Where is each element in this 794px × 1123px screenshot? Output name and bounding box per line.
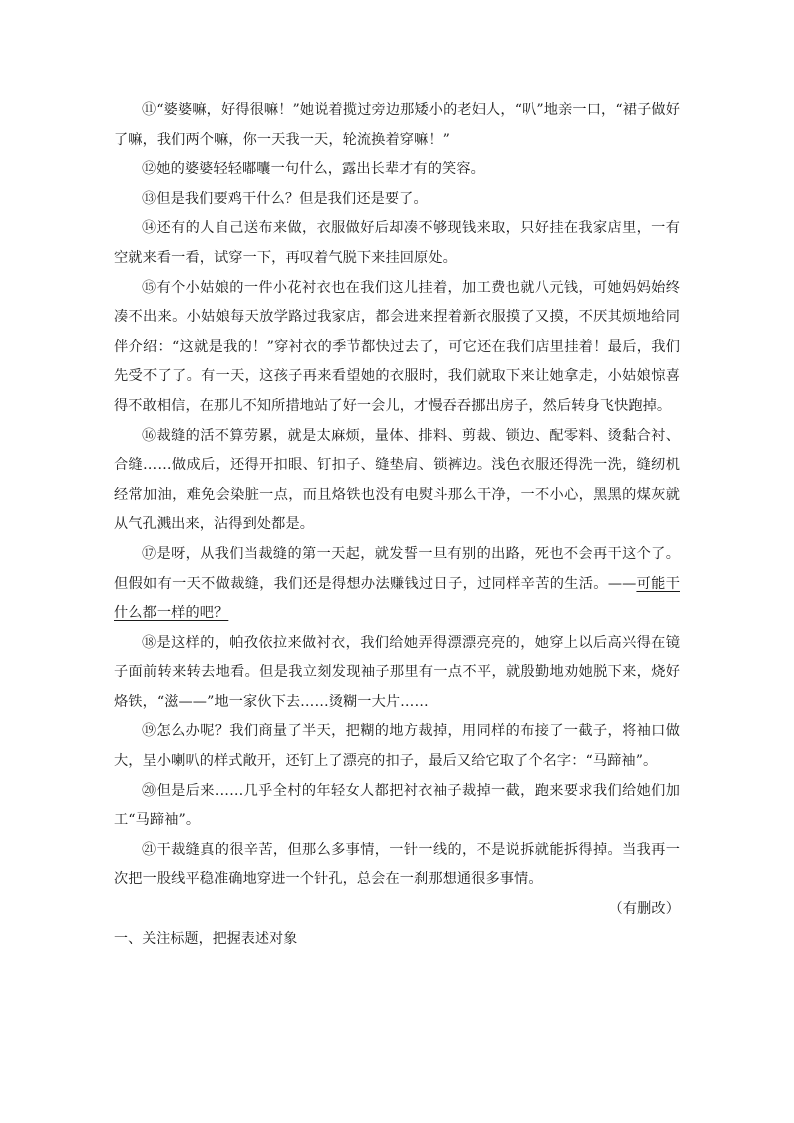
section-heading: 一、关注标题，把握表述对象 (114, 930, 298, 947)
paragraph-16 (114, 422, 680, 540)
paragraph-17 (114, 540, 680, 629)
paragraph-text: 但是我们要鸡干什么？但是我们还是要了。 (156, 190, 428, 207)
paragraph-text: 她的婆婆轻轻嘟囔一句什么，露出长辈才有的笑容。 (156, 161, 485, 178)
paragraph-number: ⑲ (142, 723, 157, 740)
paragraph-text: 是这样的，帕孜依拉来做衬衣，我们给她弄得漂漂亮亮的，她穿上以后高兴得在镜子面前转来转去地看。但是我立刻发现袖子那里有一点不平，就殷勤地劝她脱下来，烧好烙铁，“滋——”地一家伙下去……烫糊一大片…… (114, 634, 680, 710)
paragraph-15 (114, 274, 680, 422)
paragraph-19 (114, 717, 680, 776)
article-body (114, 96, 680, 954)
paragraph-number: ⑰ (142, 545, 157, 562)
underlined-phrase: 可能干什么都一样的吧？ (114, 575, 680, 622)
paragraph-text: 怎么办呢？我们商量了半天，把糊的地方裁掉，用同样的布接了一截子，将袖口做大，呈小喇叭的样式敞开，还钉上了漂亮的扣子，最后又给它取了个名字：“马蹄袖”。 (114, 723, 680, 770)
paragraph-number: ⑯ (142, 427, 157, 444)
paragraph-text: 是呀，从我们当裁缝的第一天起，就发誓一旦有别的出路，死也不会再干这个了。但假如有一天不做裁缝，我们还是得想办法赚钱过日子，过同样辛苦的生活。—— (114, 545, 680, 592)
source-credit: （有删改） (608, 901, 680, 918)
paragraph-number: ⑱ (142, 634, 157, 651)
paragraph-text: 裁缝的活不算劳累，就是太麻烦，量体、排料、剪裁、锁边、配零料、烫黏合衬、合缝……做成后，还得开扣眼、钉扣子、缝垫肩、锁裤边。浅色衣服还得洗一洗，缝纫机经常加油，难免会染脏一点，而且烙铁也没有电熨斗那么干净，一不小心，黑黑的煤灰就从气孔溅出来，沾得到处都是。 (114, 427, 680, 533)
paragraph-11 (114, 96, 680, 155)
paragraph-text: “婆婆嘛，好得很嘛！”她说着揽过旁边那矮小的老妇人，“叭”地亲一口，“裙子做好了嘛，我们两个嘛，你一天我一天，轮流换着穿嘛！” (114, 102, 680, 148)
paragraph-20 (114, 777, 680, 836)
paragraph-text: 干裁缝真的很辛苦，但那么多事情，一针一线的，不是说拆就能拆得掉。当我再一次把一股线平稳准确地穿进一个针孔，总会在一刹那想通很多事情。 (114, 841, 680, 888)
paragraph-13 (114, 185, 680, 215)
paragraph-number: ⑬ (142, 190, 157, 207)
paragraph-text: 有个小姑娘的一件小花衬衣也在我们这儿挂着，加工费也就八元钱，可她妈妈始终凑不出来。小姑娘每天放学路过我家店，都会进来捏着新衣服摸了又摸，不厌其烦地给同伴介绍：“这就是我的！”穿衬衣的季节都快过去了，可它还在我们店里挂着！最后，我们先受不了了。有一天，这孩子再来看望她的衣服时，我们就取下来让她拿走，小姑娘惊喜得不敢相信，在那儿不知所措地站了好一会儿，才慢吞吞挪出房子，然后转身飞快跑掉。 (114, 279, 680, 414)
paragraph-number: ⑳ (142, 782, 157, 799)
paragraph-number: ⑪ (142, 102, 157, 118)
paragraph-12 (114, 155, 680, 185)
paragraph-21 (114, 836, 680, 895)
paragraph-text: 但是后来……几乎全村的年轻女人都把衬衣袖子裁掉一截，跑来要求我们给她们加工“马蹄袖”。 (114, 782, 680, 829)
paragraph-number: ⑫ (142, 161, 157, 178)
paragraph-14 (114, 214, 680, 273)
paragraph-text: 还有的人自己送布来做，衣服做好后却凑不够现钱来取，只好挂在我家店里，一有空就来看一看，试穿一下，再叹着气脱下来挂回原处。 (114, 220, 680, 266)
paragraph-number: ⑮ (142, 279, 157, 296)
paragraph-number: ⑭ (142, 220, 157, 237)
paragraph-18 (114, 629, 680, 718)
paragraph-number: ㉑ (142, 841, 157, 858)
